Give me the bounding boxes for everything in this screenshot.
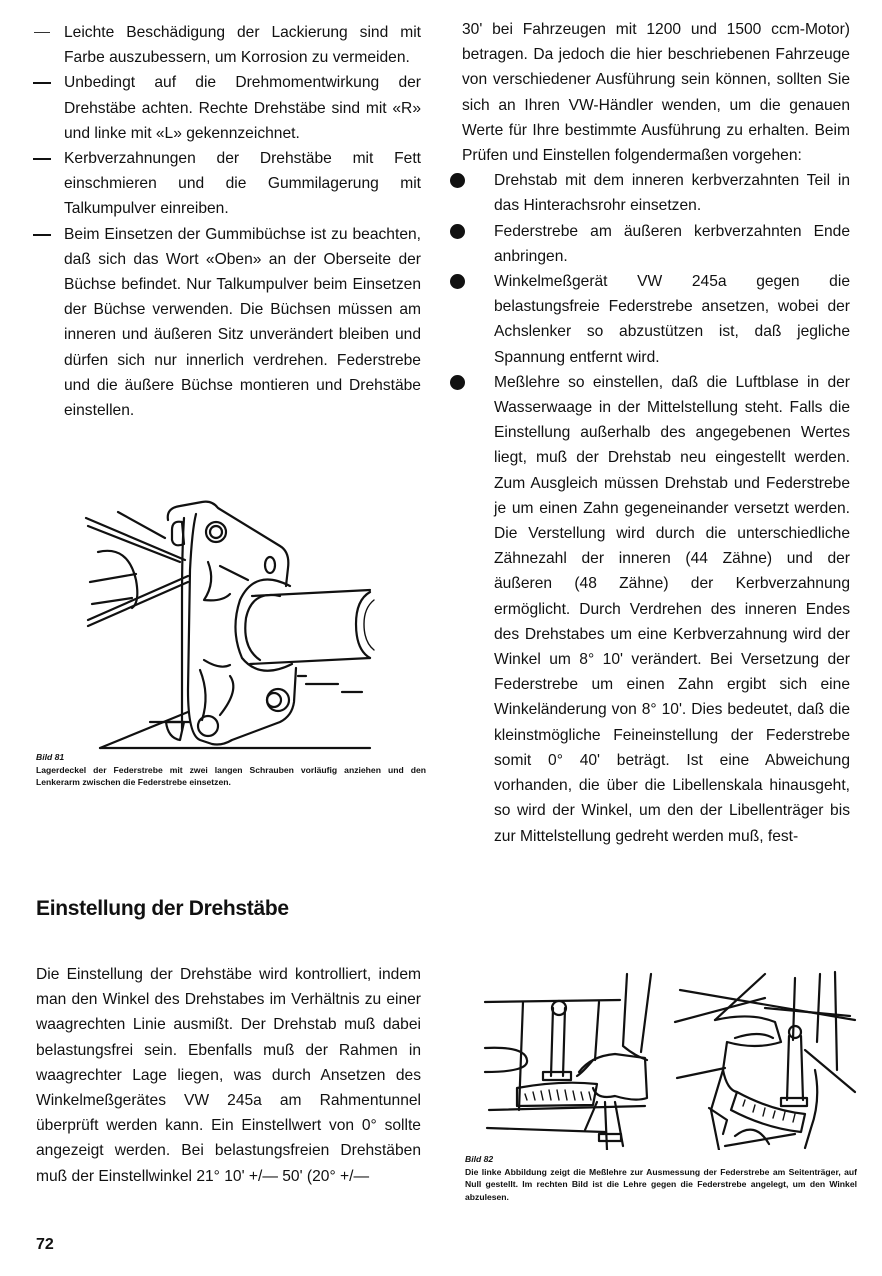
right-column [462,17,850,849]
figure-82 [465,960,865,1150]
list-item [462,168,850,218]
figure-81-caption [36,751,426,789]
list-item-text: Unbedingt auf die Drehmomentwirkung der Drehstäbe achten. Rechte Drehstäbe sind mit «R» und linke mit «L» gekennzeichnet. [64,74,421,142]
list-item [36,70,421,146]
list-item [462,370,850,849]
angle-gauge-measurement-illustration-icon [465,960,865,1150]
steps-list [462,168,850,848]
list-item [36,20,421,70]
page-number: 72 [36,1236,54,1253]
figure-82-title: Bild 82 [465,1154,494,1164]
section-paragraph: Die Einstellung der Drehstäbe wird kontrolliert, indem man den Winkel des Drehstabes im Verhältnis zu einer waagrechten Linie ausmißt. Der Drehstab muß dabei belastungsfrei sein. Ebenfalls muß der Rahmen in waagrechter Lage liegen, was durch Ansetzen des Winkelmeßgerätes VW 245a am Rahmentunnel überprüft werden kann. Ein Einstellwert von 0° sollte angezeigt werden. Bei belastungsfreien Drehstäben muß der Einstellwinkel 21° 10' +/— 50' (20° +/— [36,966,421,1185]
left-column [36,20,421,423]
list-item-text: Winkelmeßgerät VW 245a gegen die belastungsfreie Federstrebe ansetzen, wobei der Achslenker so abzustützen ist, daß jegliche Spannung entfernt wird. [494,273,850,366]
torsion-bar-bearing-cover-illustration-icon [80,490,380,750]
list-item [36,222,421,424]
list-item [36,146,421,222]
list-item-text: Drehstab mit dem inneren kerbverzahnten Teil in das Hinterachsrohr einsetzen. [494,172,850,215]
list-item-text: Kerbverzahnungen der Drehstäbe mit Fett einschmieren und die Gummilagerung mit Talkumpulver einreiben. [64,150,421,218]
section-heading: Einstellung der Drehstäbe [36,897,289,920]
figure-81-title: Bild 81 [36,752,65,762]
figure-82-caption [465,1153,857,1203]
list-item-text: Beim Einsetzen der Gummibüchse ist zu beachten, daß sich das Wort «Oben» an der Oberseite der Büchse befindet. Nur Talkumpulver beim Einsetzen der Büchse verwenden. Die Büchsen müssen am inneren und äußeren Sitz unverändert bleiben und dürfen sich nur innerlich verdrehen. Federstrebe und die äußere Büchse montieren und Drehstäbe einstellen. [64,225,421,420]
intro-paragraph: 30' bei Fahrzeugen mit 1200 und 1500 ccm-Motor) betragen. Da jedoch die hier beschriebenen Fahrzeuge von verschiedener Ausführung sein können, sollten Sie sich an Ihren VW-Händler wenden, um die genauen Werte für Ihre bestimmte Ausführung zu erhalten. Beim Prüfen und Einstellen folgendermaßen vorgehen: [462,21,850,165]
figure-81 [80,490,380,750]
list-item [462,219,850,269]
list-item-text: Meßlehre so einstellen, daß die Luftblase in der Wasserwaage in der Mittelstellung steht. Falls die Einstellung außerhalb des angegebenen Wertes liegt, muß der Drehstab neu eingestellt werden. Zum Ausgleich müssen Drehstab und Federstrebe je um einen Zahn gegeneinander versetzt werden. Die Verstellung wird durch die unterschiedliche Zähnezahl der inneren (44 Zähne) und der äußeren (48 Zähne) der Kerbverzahnung ermöglicht. Durch Verdrehen des inneren Endes des Drehstabes um eine Kerbverzahnung wird der Winkel um 8° 10' verändert. Bei Versetzung der Federstrebe um einen Zahn ergibt sich eine Winkeländerung von 8° 10'. Dies bedeutet, daß die kleinstmögliche Feineinstellung der Federstrebe somit 0° 40' beträgt. Ist eine Abweichung vorhanden, die über die Libellenskala hinausgeht, so wird der Winkel, um den der Libellenträger bis zur Mittelstellung gedreht werden muß, fest- [494,373,850,845]
list-item-text: Leichte Beschädigung der Lackierung sind mit Farbe auszubessern, um Korrosion zu vermeiden. [64,24,421,67]
figure-82-text: Die linke Abbildung zeigt die Meßlehre zur Ausmessung der Federstrebe am Seitenträger, auf Null gestellt. Im rechten Bild ist die Lehre gegen die Federstrebe angelegt, um den Winkel abzulesen. [465,1166,857,1202]
figure-81-text: Lagerdeckel der Federstrebe mit zwei langen Schrauben vorläufig anziehen und den Lenkerarm zwischen die Federstrebe einsetzen. [36,764,426,787]
list-item [462,269,850,370]
list-item-text: Federstrebe am äußeren kerbverzahnten Ende anbringen. [494,222,850,265]
